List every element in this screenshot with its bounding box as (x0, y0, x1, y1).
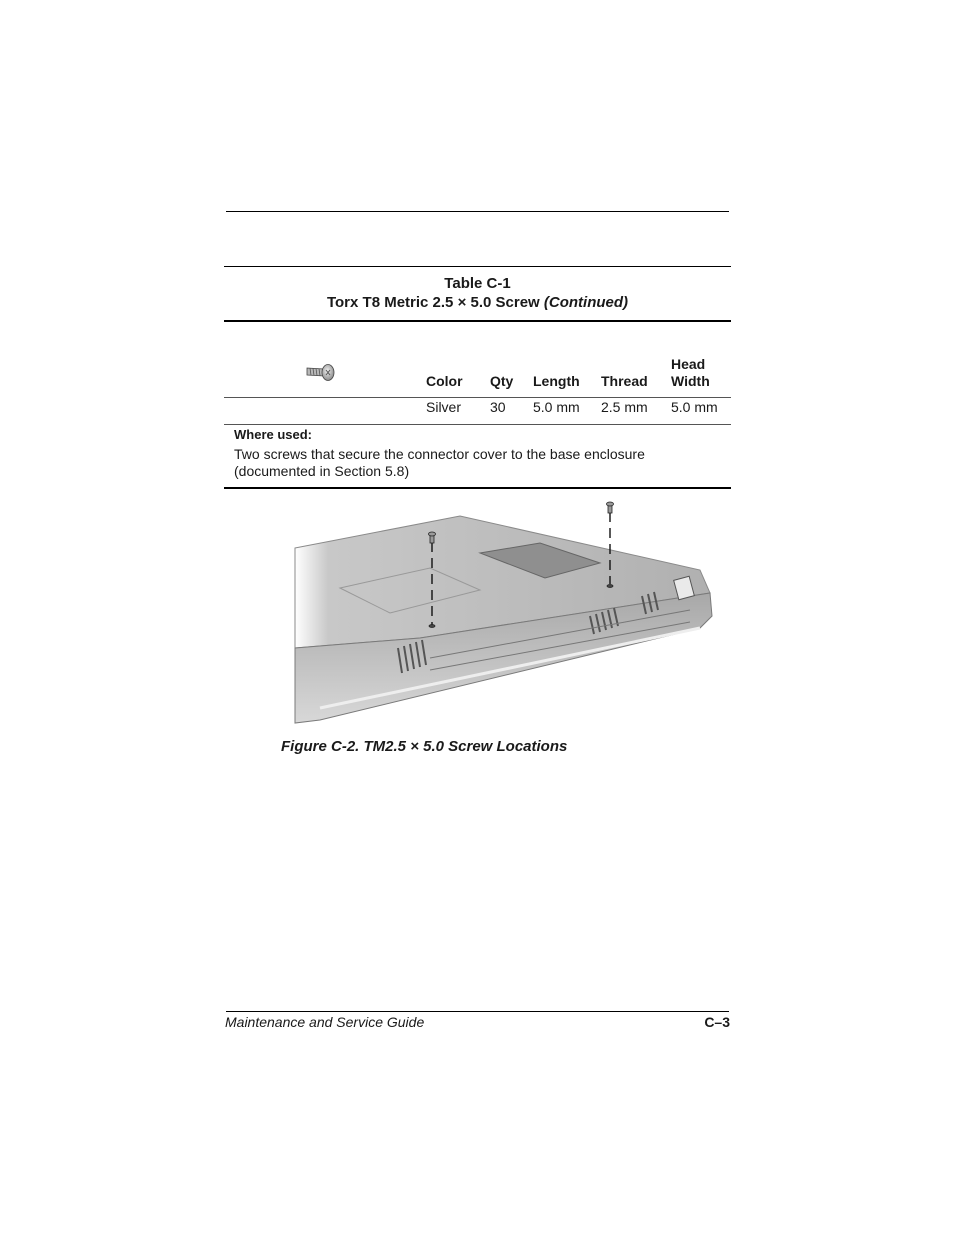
table-title-line (224, 293, 731, 312)
table-row-rule (224, 424, 731, 425)
where-used-label: Where used: (234, 427, 313, 442)
footer-guide-title: Maintenance and Service Guide (225, 1014, 425, 1030)
col-header-head-width (671, 356, 710, 390)
where-used-text (234, 446, 704, 480)
table-title: Torx T8 Metric 2.5 × 5.0 Screw (326, 294, 540, 311)
col-header-thread: Thread (601, 373, 648, 389)
table-continued: (Continued) (543, 294, 629, 311)
screw-icon (305, 361, 337, 383)
cell-length: 5.0 mm (533, 399, 580, 415)
figure-caption: Figure C-2. TM2.5 × 5.0 Screw Locations (281, 738, 568, 755)
page-number: C–3 (704, 1014, 730, 1030)
table-caption-rule (224, 320, 731, 322)
col-header-qty: Qty (490, 373, 514, 389)
col-header-head-width-line2: Width (671, 373, 710, 389)
where-used-line2: (documented in Section 5.8) (234, 463, 410, 479)
table-bottom-rule (224, 487, 731, 489)
col-header-length: Length (533, 373, 580, 389)
cell-color: Silver (426, 399, 462, 415)
header-rule (226, 211, 729, 212)
where-used-line1: Two screws that secure the connector cover to the base enclosure (234, 446, 645, 462)
col-header-color: Color (426, 373, 463, 389)
table-number: Table C-1 (444, 275, 511, 292)
col-header-head-width-line1: Head (671, 356, 706, 372)
table-caption (224, 274, 731, 312)
footer-rule (226, 1011, 729, 1012)
cell-thread: 2.5 mm (601, 399, 648, 415)
table-top-rule (224, 266, 731, 267)
table-header-rule (224, 397, 731, 398)
cell-qty: 30 (490, 399, 506, 415)
laptop-screw-locations-illustration (280, 498, 720, 730)
cell-head-width: 5.0 mm (671, 399, 718, 415)
